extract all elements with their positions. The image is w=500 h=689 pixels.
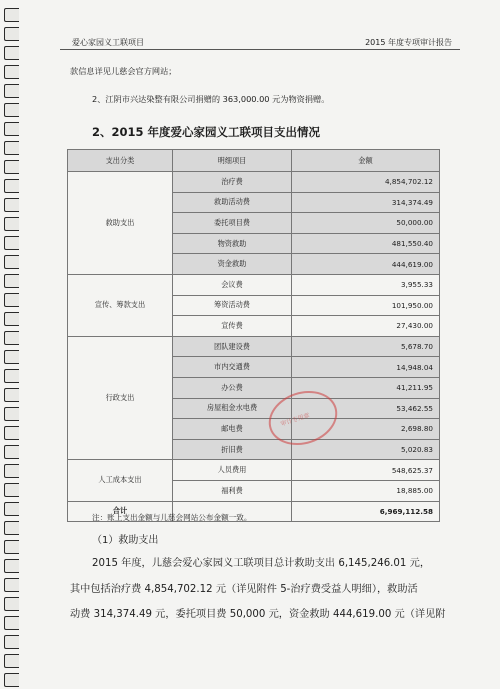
category-cell: 救助支出 (68, 172, 173, 275)
binding-hole (4, 350, 19, 364)
item-cell: 房屋租金水电费 (173, 398, 292, 419)
amount-cell: 4,854,702.12 (292, 172, 440, 193)
page-header (60, 33, 460, 49)
binding-hole (4, 407, 19, 421)
category-cell: 行政支出 (68, 336, 173, 460)
binding-hole (4, 217, 19, 231)
binding-hole (4, 483, 19, 497)
header-amount: 金额 (292, 150, 440, 172)
intro-line-2: 2、江阴市兴达染整有限公司捐赠的 363,000.00 元为物资捐赠。 (92, 94, 330, 104)
binding-hole (4, 293, 19, 307)
table-row (68, 336, 440, 357)
amount-cell: 41,211.95 (292, 377, 440, 398)
total-label: 合计 (68, 501, 173, 522)
paragraph-line-1: 2015 年度，儿慈会爱心家园义工联项目总计救助支出 6,145,246.01 元， (92, 558, 431, 569)
binding-holes (0, 0, 26, 689)
header-project-name: 爱心家园义工联项目 (72, 38, 144, 47)
section-title: 2、2015 年度爱心家园义工联项目支出情况 (92, 125, 321, 139)
item-cell: 福利费 (173, 480, 292, 501)
amount-cell: 27,430.00 (292, 316, 440, 337)
binding-hole (4, 141, 19, 155)
binding-hole (4, 616, 19, 630)
item-cell: 人员费用 (173, 460, 292, 481)
binding-hole (4, 331, 19, 345)
audit-seal-stamp: 审计专用章 (262, 382, 345, 453)
binding-hole (4, 65, 19, 79)
item-cell: 物资救助 (173, 233, 292, 254)
binding-hole (4, 84, 19, 98)
table-row (68, 274, 440, 295)
binding-hole (4, 160, 19, 174)
binding-hole (4, 673, 19, 687)
binding-hole (4, 122, 19, 136)
item-cell: 市内交通费 (173, 357, 292, 378)
item-cell: 会议费 (173, 274, 292, 295)
amount-cell: 548,625.37 (292, 460, 440, 481)
header-report-title: 2015 年度专项审计报告 (365, 38, 452, 47)
amount-cell: 5,020.83 (292, 439, 440, 460)
item-cell: 办公费 (173, 377, 292, 398)
amount-cell: 444,619.00 (292, 254, 440, 275)
amount-cell: 2,698.80 (292, 419, 440, 440)
binding-hole (4, 27, 19, 41)
item-cell: 折旧费 (173, 439, 292, 460)
paragraph-line-2: 其中包括治疗费 4,854,702.12 元（详见附件 5-治疗费受益人明细），救助活 (70, 584, 418, 595)
item-cell: 救助活动费 (173, 192, 292, 213)
paragraph-line-3: 动费 314,374.49 元，委托项目费 50,000 元，资金救助 444,619.00 元（详见附 (70, 609, 446, 620)
amount-cell: 3,955.33 (292, 274, 440, 295)
binding-hole (4, 255, 19, 269)
amount-cell: 101,950.00 (292, 295, 440, 316)
binding-hole (4, 540, 19, 554)
category-cell: 人工成本支出 (68, 460, 173, 501)
intro-line-1: 款信息详见儿慈会官方网站； (70, 66, 177, 76)
item-cell: 治疗费 (173, 172, 292, 193)
binding-hole (4, 597, 19, 611)
item-cell: 筹资活动费 (173, 295, 292, 316)
binding-hole (4, 46, 19, 60)
item-cell: 团队建设费 (173, 336, 292, 357)
amount-cell: 50,000.00 (292, 213, 440, 234)
binding-hole (4, 274, 19, 288)
item-cell: 邮电费 (173, 419, 292, 440)
amount-cell: 5,678.70 (292, 336, 440, 357)
binding-hole (4, 198, 19, 212)
binding-hole (4, 635, 19, 649)
binding-hole (4, 654, 19, 668)
amount-cell: 18,885.00 (292, 480, 440, 501)
amount-cell: 53,462.55 (292, 398, 440, 419)
header-category: 支出分类 (68, 150, 173, 172)
binding-hole (4, 445, 19, 459)
binding-hole (4, 559, 19, 573)
header-rule (60, 49, 460, 50)
total-amount: 6,969,112.58 (292, 501, 440, 522)
subsection-title: （1）救助支出 (92, 535, 159, 546)
item-cell: 宣传费 (173, 316, 292, 337)
item-cell: 资金救助 (173, 254, 292, 275)
table-row (68, 460, 440, 481)
binding-hole (4, 236, 19, 250)
category-cell: 宣传、筹款支出 (68, 274, 173, 336)
binding-hole (4, 369, 19, 383)
item-cell: 委托项目费 (173, 213, 292, 234)
binding-hole (4, 388, 19, 402)
binding-hole (4, 521, 19, 535)
amount-cell: 481,550.40 (292, 233, 440, 254)
table-header-row (68, 150, 440, 172)
amount-cell: 14,948.04 (292, 357, 440, 378)
binding-hole (4, 103, 19, 117)
binding-hole (4, 578, 19, 592)
binding-hole (4, 464, 19, 478)
binding-hole (4, 179, 19, 193)
expense-table (67, 149, 440, 522)
binding-hole (4, 8, 19, 22)
table-note: 注：账上支出金额与儿慈会网站公布金额一致。 (92, 513, 252, 522)
binding-hole (4, 312, 19, 326)
binding-hole (4, 502, 19, 516)
binding-hole (4, 426, 19, 440)
amount-cell: 314,374.49 (292, 192, 440, 213)
header-item: 明细项目 (173, 150, 292, 172)
table-row (68, 172, 440, 193)
